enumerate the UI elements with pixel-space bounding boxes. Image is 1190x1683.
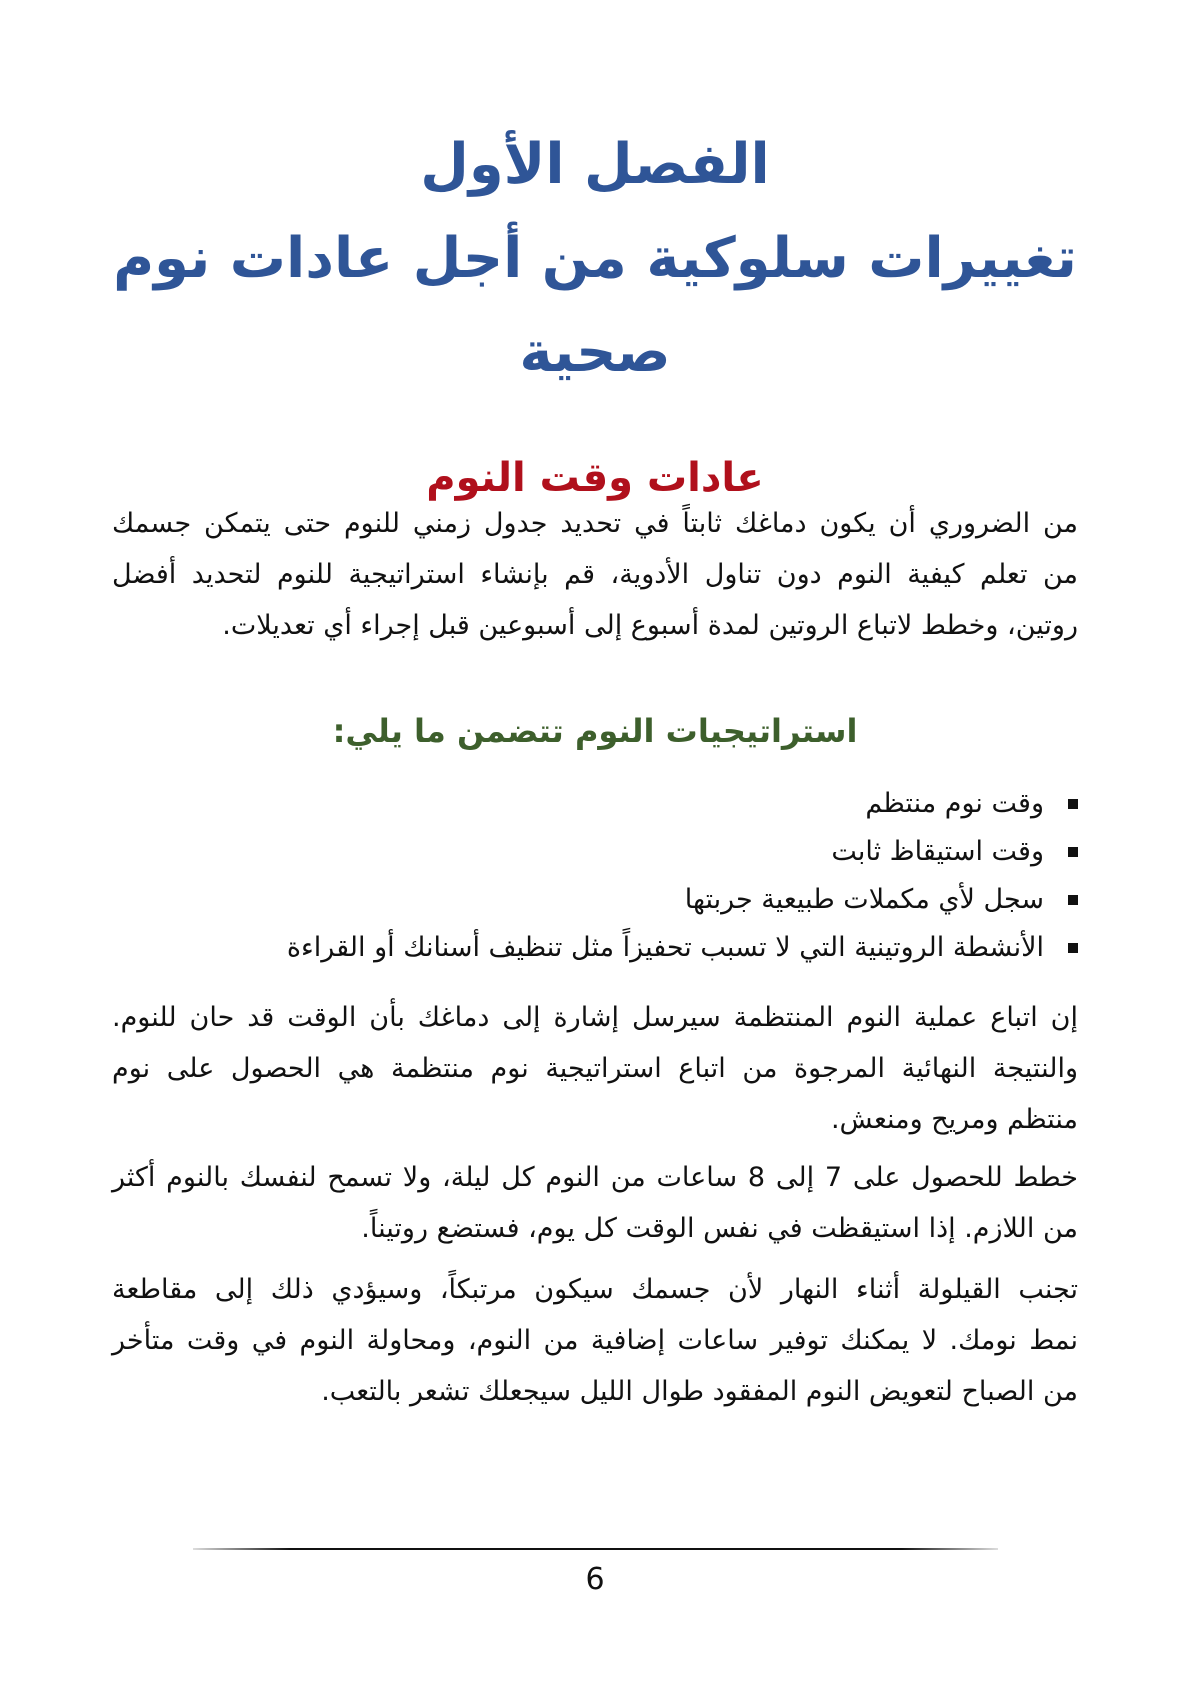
paragraph-line: والنتيجة النهائية المرجوة من اتباع استراتيجية نوم منتظمة هي الحصول على نوم [112, 1053, 1078, 1084]
list-item [178, 876, 1078, 924]
footer-divider [193, 1548, 998, 1550]
paragraph-line: إن اتباع عملية النوم المنتظمة سيرسل إشارة إلى دماغك بأن الوقت قد حان للنوم. [112, 1002, 1078, 1033]
paragraph-routine [112, 992, 1078, 1145]
paragraph-naps [112, 1264, 1078, 1417]
paragraph-line: من الضروري أن يكون دماغك ثابتاً في تحديد جدول زمني للنوم حتى يتمكن جسمك [112, 508, 1078, 539]
paragraph-line: من اللازم. إذا استيقظت في نفس الوقت كل يوم، فستضع روتيناً. [361, 1213, 1078, 1244]
paragraph-line: تجنب القيلولة أثناء النهار لأن جسمك سيكون مرتبكاً، وسيؤدي ذلك إلى مقاطعة [112, 1274, 1078, 1305]
paragraph-hours [112, 1152, 1078, 1254]
paragraph-line: خطط للحصول على 7 إلى 8 ساعات من النوم كل ليلة، ولا تسمح لنفسك بالنوم أكثر [112, 1162, 1078, 1193]
square-bullet-icon [1068, 847, 1078, 857]
chapter-title-line-2: صحية [519, 320, 671, 385]
square-bullet-icon [1068, 799, 1078, 809]
square-bullet-icon [1068, 943, 1078, 953]
strategies-heading: استراتيجيات النوم تتضمن ما يلي: [332, 712, 858, 750]
list-item [178, 828, 1078, 876]
list-item-text: وقت نوم منتظم [865, 788, 1044, 819]
paragraph-line: من تعلم كيفية النوم دون تناول الأدوية، قم بإنشاء استراتيجية للنوم لتحديد أفضل [112, 559, 1078, 590]
paragraph-intro [112, 498, 1078, 651]
strategies-list [178, 780, 1078, 972]
chapter-title-line-1: تغييرات سلوكية من أجل عادات نوم [113, 226, 1077, 291]
list-item-text: سجل لأي مكملات طبيعية جربتها [684, 884, 1044, 915]
paragraph-line: منتظم ومريح ومنعش. [830, 1104, 1078, 1135]
list-item-text: وقت استيقاظ ثابت [831, 836, 1044, 867]
list-item [178, 780, 1078, 828]
list-item-text: الأنشطة الروتينية التي لا تسبب تحفيزاً مثل تنظيف أسنانك أو القراءة [286, 932, 1044, 963]
list-item [178, 924, 1078, 972]
section-title: عادات وقت النوم [426, 455, 764, 501]
square-bullet-icon [1068, 895, 1078, 905]
paragraph-line: نمط نومك. لا يمكنك توفير ساعات إضافية من النوم، ومحاولة النوم في وقت متأخر [112, 1325, 1078, 1356]
chapter-label: الفصل الأول [420, 132, 770, 197]
chapter-heading [110, 118, 1080, 400]
page-number: 6 [585, 1562, 605, 1597]
paragraph-line: روتين، وخطط لاتباع الروتين لمدة أسبوع إلى أسبوعين قبل إجراء أي تعديلات. [222, 610, 1078, 641]
paragraph-line: من الصباح لتعويض النوم المفقود طوال الليل سيجعلك تشعر بالتعب. [321, 1376, 1078, 1407]
